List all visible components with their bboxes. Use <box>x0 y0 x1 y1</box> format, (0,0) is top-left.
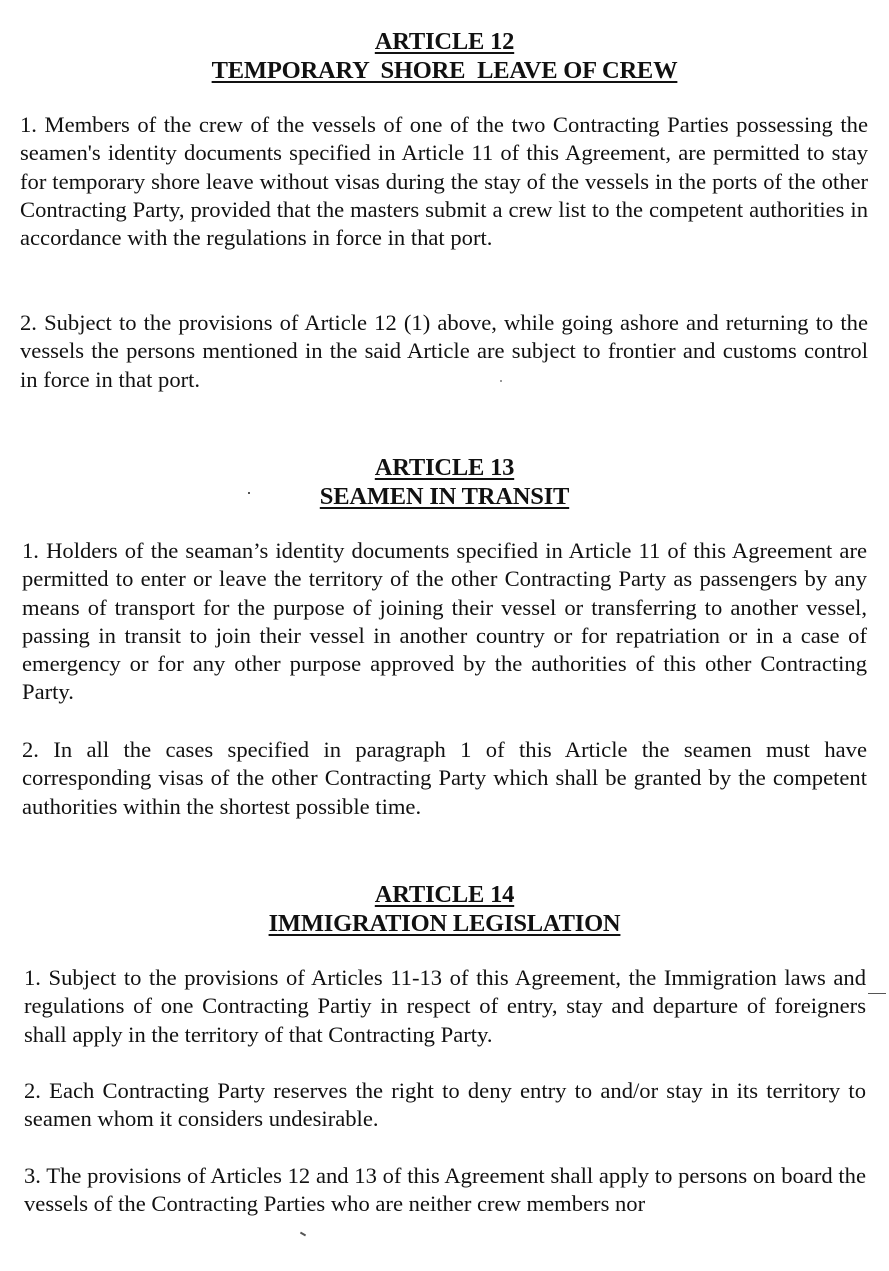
article-14-heading <box>0 880 889 938</box>
article-14-number: ARTICLE 14 <box>374 881 515 908</box>
article-13-heading <box>0 453 889 511</box>
article-14-paragraph-3: 3. The provisions of Articles 12 and 13 of this Agreement shall apply to persons on board the vessels of the Contracting Parties who are neither crew members nor <box>24 1163 866 1217</box>
article-12-paragraph-1: 1. Members of the crew of the vessels of one of the two Contracting Parties possessing the seamen's identity documents specified in Article 11 of this Agreement, are permitted to stay for temporary shore leave without visas during the stay of the vessels in the ports of the other Contracting Party, provided that the masters submit a crew list to the competent authorities in accordance with the regulations in force in that port. <box>20 112 868 251</box>
article-12-paragraph-2: 2. Subject to the provisions of Article 12 (1) above, while going ashore and returning to the vessels the persons mentioned in the said Article are subject to frontier and customs control in force in that port. <box>20 310 868 392</box>
article-13-paragraph-1: 1. Holders of the seaman’s identity documents specified in Article 11 of this Agreement are permitted to enter or leave the territory of the other Contracting Party as passengers by any means of transport for the purpose of joining their vessel or transferring to another vessel, passing in transit to join their vessel in another country or for repatriation or in a case of emergency or for any other purpose approved by the authorities of this other Contracting Party. <box>22 538 867 705</box>
scan-artifact-dot <box>248 492 250 494</box>
scan-artifact-mark <box>300 1232 306 1237</box>
article-12-title: TEMPORARY SHORE LEAVE OF CREW <box>211 57 678 84</box>
scan-artifact-line <box>868 993 886 994</box>
article-12-heading <box>0 27 889 85</box>
article-13-number: ARTICLE 13 <box>374 454 515 481</box>
article-13-title: SEAMEN IN TRANSIT <box>319 483 570 510</box>
article-14-paragraph-1: 1. Subject to the provisions of Articles 11-13 of this Agreement, the Immigration laws and regulations of one Contracting Partiy in respect of entry, stay and departure of foreigners shall apply in the territory of that Contracting Party. <box>24 965 866 1047</box>
article-14-paragraph-2: 2. Each Contracting Party reserves the right to deny entry to and/or stay in its territory to seamen whom it considers undesirable. <box>24 1078 866 1132</box>
article-13-paragraph-2: 2. In all the cases specified in paragraph 1 of this Article the seamen must have corresponding visas of the other Contracting Party which shall be granted by the competent authorities within the shortest possible time. <box>22 737 867 819</box>
article-12-number: ARTICLE 12 <box>374 28 515 55</box>
article-14-title: IMMIGRATION LEGISLATION <box>268 910 621 937</box>
scan-artifact-dot <box>500 380 502 382</box>
